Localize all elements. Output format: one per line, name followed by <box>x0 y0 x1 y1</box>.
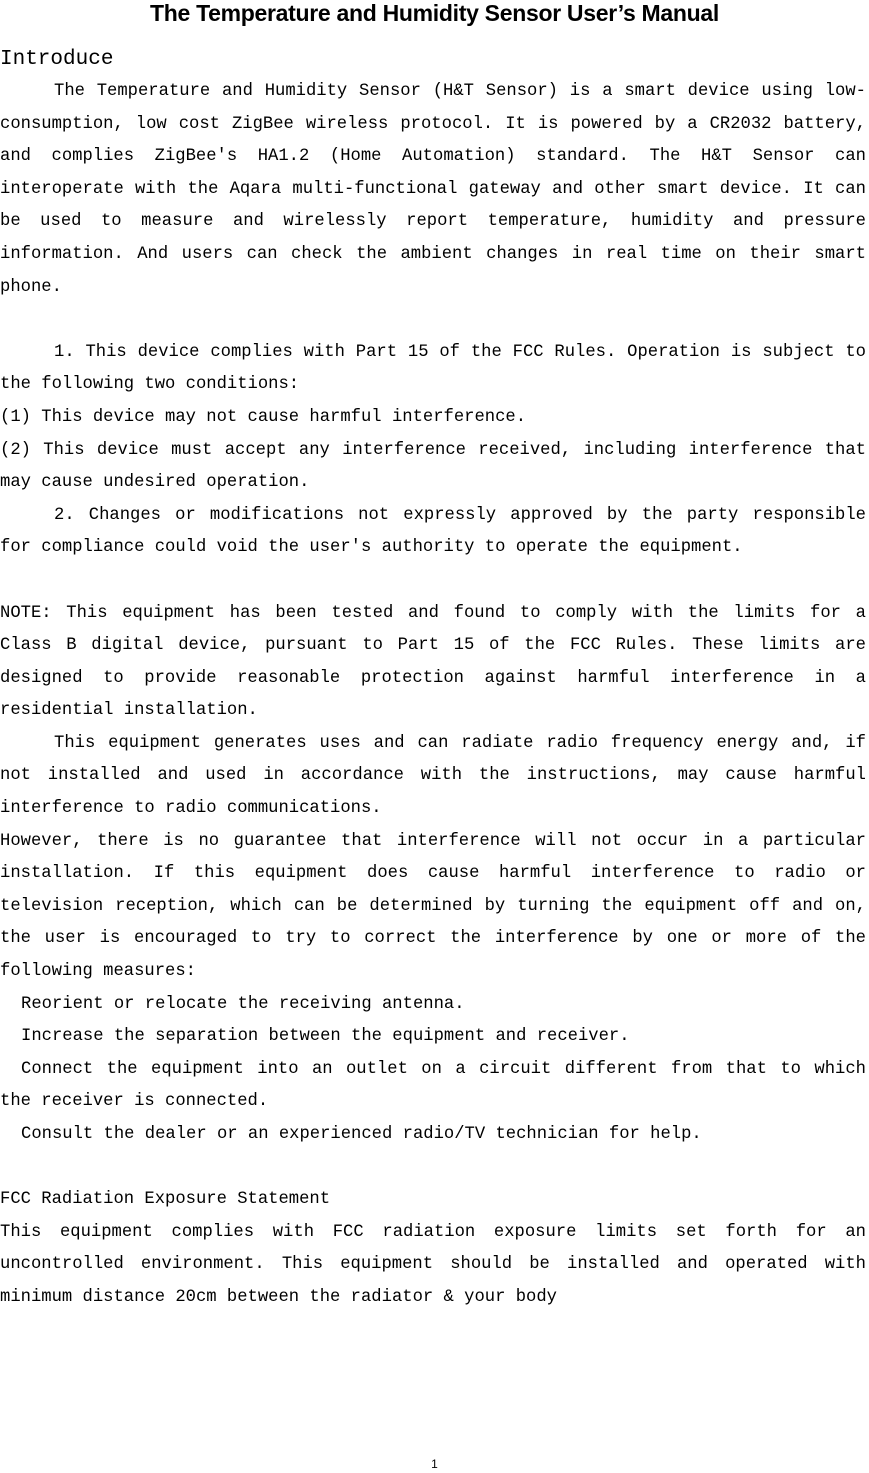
rf-energy-paragraph: This equipment generates uses and can radiate radio frequency energy and, if not installed and used in accordance with the instructions, may cause harmful interference to radio communications. <box>0 733 866 819</box>
paragraph-spacer <box>0 565 866 598</box>
fcc-condition-1-item-1: (1) This device may not cause harmful interference. <box>0 407 527 427</box>
measure-item-separation: Increase the separation between the equipment and receiver. <box>21 1027 630 1047</box>
fcc-condition-1-item-2: (2) This device must accept any interference received, including interference that may cause undesired operation. <box>0 440 866 493</box>
document-title: The Temperature and Humidity Sensor User’s Manual <box>150 0 719 26</box>
intro-paragraph: The Temperature and Humidity Sensor (H&T Sensor) is a smart device using low-consumption, low cost ZigBee wireless protocol. It is powered by a CR2032 battery, and complies ZigBee's HA1.2 (Home Automation) standard. The H&T Sensor can interoperate with the Aqara multi-functional gateway and other smart device. It can be used to measure and wirelessly report temperature, humidity and pressure information. And users can check the ambient changes in real time on their smart phone. <box>0 82 866 297</box>
section-heading-introduce: Introduce <box>0 48 114 71</box>
page-number: 1 <box>431 1457 438 1471</box>
fcc-condition-2: 2. Changes or modifications not expressly approved by the party responsible for compliance could void the user's authority to operate the equipment. <box>0 505 866 558</box>
fcc-note-paragraph: NOTE: This equipment has been tested and found to comply with the limits for a Class B digital device, pursuant to Part 15 of the FCC Rules. These limits are designed to provide reasonable protection against harmful interference in a residential installation. <box>0 603 866 721</box>
radiation-statement-heading: FCC Radiation Exposure Statement <box>0 1190 331 1210</box>
paragraph-spacer <box>0 1152 866 1185</box>
fcc-condition-1: 1. This device complies with Part 15 of the FCC Rules. Operation is subject to the following two conditions: <box>0 342 866 395</box>
measure-item-reorient: Reorient or relocate the receiving antenna. <box>21 994 465 1014</box>
no-guarantee-paragraph: However, there is no guarantee that interference will not occur in a particular installation. If this equipment does cause harmful interference to radio or television reception, which can be determined by turning the equipment off and on, the user is encouraged to try to correct the interference by one or more of the following measures: <box>0 831 866 982</box>
paragraph-spacer <box>0 304 866 337</box>
document-body <box>0 76 866 1315</box>
measure-item-consult: Consult the dealer or an experienced radio/TV technician for help. <box>21 1125 702 1144</box>
radiation-statement-paragraph: This equipment complies with FCC radiation exposure limits set forth for an uncontrolled environment. This equipment should be installed and operated with minimum distance 20cm between the radiator & your body <box>0 1222 866 1307</box>
measure-item-outlet: Connect the equipment into an outlet on a circuit different from that to which the receiver is connected. <box>0 1059 866 1112</box>
